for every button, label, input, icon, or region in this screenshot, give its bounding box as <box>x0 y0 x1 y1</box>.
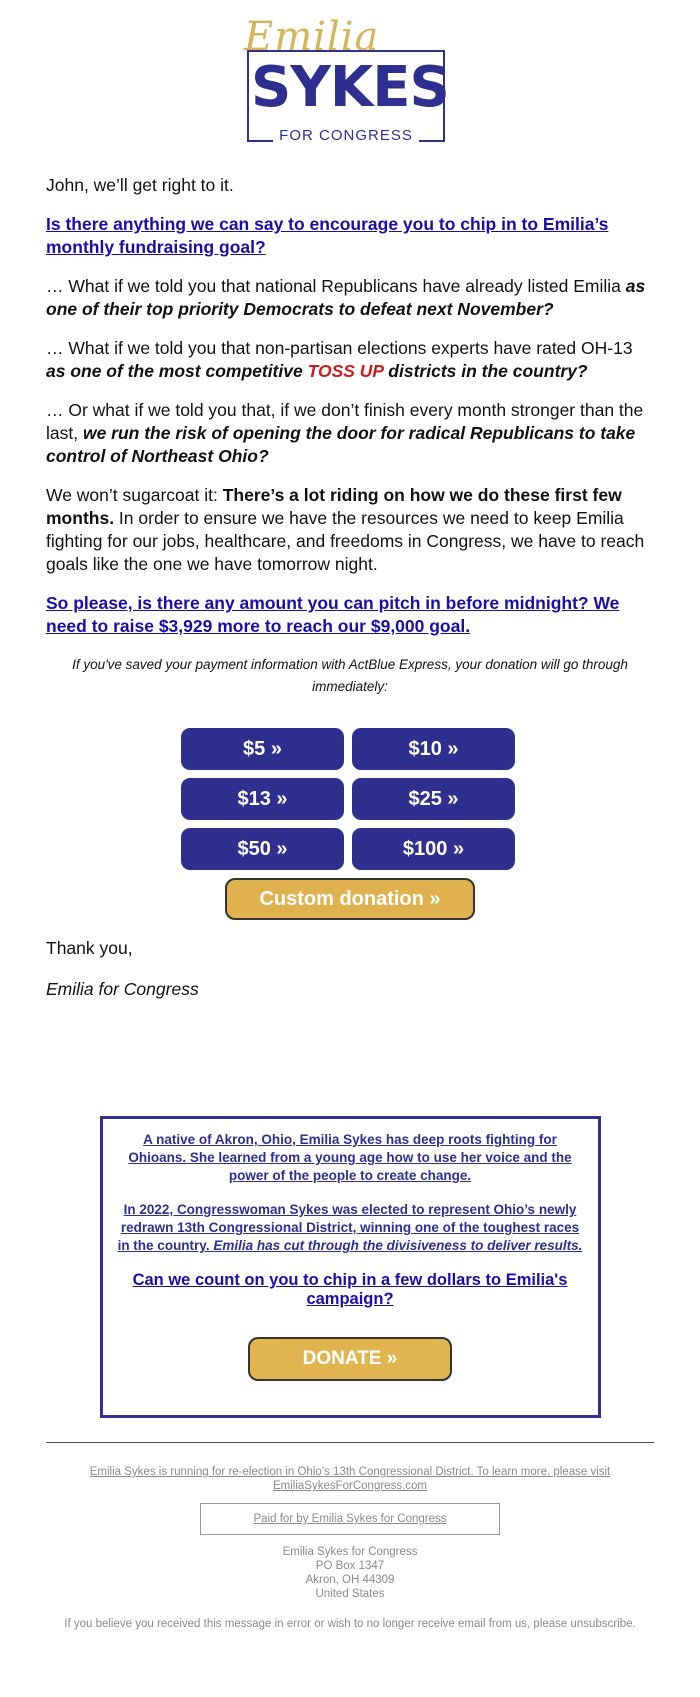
bio-ask-link[interactable]: Can we count on you to chip in a few dollars to Emilia's campaign? <box>132 1271 568 1308</box>
address-line-2: PO Box 1347 <box>315 1560 385 1572</box>
email-body <box>46 0 654 1631</box>
donate-100-button[interactable]: $100 » <box>352 828 515 870</box>
paragraph-sugarcoat-text-b: In order to ensure we have the resources we need to keep Emilia fighting for our jobs, healthcare, and freedoms in Congress, we have to reach goals like the one we have tomorrow night. <box>46 508 645 574</box>
paragraph-sugarcoat <box>46 484 654 576</box>
footer <box>46 1465 654 1631</box>
bio-paragraph-2-text: In 2022, Congresswoman Sykes was elected to represent Ohio’s newly redrawn 13th Congressional District, winning one of the toughest races in the country. <box>117 1202 580 1253</box>
footer-divider <box>46 1442 654 1443</box>
closing-thanks: Thank you, <box>46 938 133 958</box>
address-line-1: Emilia Sykes for Congress <box>282 1546 418 1558</box>
footer-reelection-link[interactable]: Emilia Sykes is running for re-election in Ohio’s 13th Congressional District. To learn more, please visit EmiliaSykesForCongress.com <box>89 1466 611 1492</box>
donation-amount-grid <box>181 728 519 870</box>
donate-5-button[interactable]: $5 » <box>181 728 344 770</box>
logo-subtitle <box>247 127 445 145</box>
paid-for-by-disclaimer[interactable]: Paid for by Emilia Sykes for Congress <box>200 1503 500 1535</box>
signature: Emilia for Congress <box>46 979 199 999</box>
campaign-logo[interactable] <box>46 0 654 160</box>
address-line-3: Akron, OH 44309 <box>305 1574 395 1586</box>
logo-subtitle-text: FOR CONGRESS <box>273 127 419 144</box>
donate-10-button[interactable]: $10 » <box>352 728 515 770</box>
mailing-address <box>46 1545 654 1601</box>
paragraph-toss-up <box>46 337 654 383</box>
toss-up-highlight: TOSS UP <box>307 361 384 381</box>
paragraph-sugarcoat-text-a: We won’t sugarcoat it: <box>46 485 223 505</box>
bio-paragraph-1[interactable]: A native of Akron, Ohio, Emilia Sykes has deep roots fighting for Ohioans. She learned from a young age how to use her voice and the power of the people to create change. <box>128 1132 572 1183</box>
paragraph-republicans-text: … What if we told you that national Republicans have already listed Emilia <box>46 276 626 296</box>
paragraph-toss-up-emphasis-a: as one of the most competitive <box>46 361 308 381</box>
unsubscribe-notice[interactable]: If you believe you received this message in error or wish to no longer receive email from us, please unsubscribe. <box>64 1618 636 1630</box>
paragraph-risk-emphasis: we run the risk of opening the door for radical Republicans to take control of Northeast Ohio? <box>46 423 636 466</box>
cta-link-midnight-goal[interactable]: So please, is there any amount you can pitch in before midnight? We need to raise $3,929 more to reach our $9,000 goal. <box>46 593 620 636</box>
bio-paragraph-2-emphasis: Emilia has cut through the divisiveness to deliver results. <box>213 1238 583 1253</box>
donate-button[interactable]: DONATE » <box>248 1337 452 1381</box>
logo-script-name: Emilia <box>244 14 380 60</box>
donate-25-button[interactable]: $25 » <box>352 778 515 820</box>
paragraph-sugarcoat-bold: There’s a lot riding on how we do these first few months. <box>46 485 622 528</box>
cta-paragraph-1 <box>46 213 654 259</box>
greeting: John, we’ll get right to it. <box>46 175 234 195</box>
bio-box <box>100 1116 601 1418</box>
address-line-4: United States <box>315 1588 385 1600</box>
paragraph-toss-up-text: … What if we told you that non-partisan elections experts have rated OH-13 <box>46 338 633 358</box>
paragraph-risk-text: … Or what if we told you that, if we don’t finish every month stronger than the last, <box>46 400 644 443</box>
paragraph-republicans <box>46 275 654 321</box>
bio-paragraph-2[interactable] <box>115 1201 586 1255</box>
cta-paragraph-2 <box>46 592 654 638</box>
actblue-note: If you've saved your payment information with ActBlue Express, your donation will go through immediately: <box>72 657 628 694</box>
donate-50-button[interactable]: $50 » <box>181 828 344 870</box>
paragraph-risk <box>46 399 654 468</box>
cta-link-chip-in[interactable]: Is there anything we can say to encourage you to chip in to Emilia’s monthly fundraising goal? <box>46 214 609 257</box>
custom-donation-button[interactable]: Custom donation » <box>225 878 475 920</box>
logo-surname: SYKES <box>251 55 449 120</box>
paragraph-toss-up-emphasis-b: districts in the country? <box>383 361 588 381</box>
donate-13-button[interactable]: $13 » <box>181 778 344 820</box>
paragraph-republicans-emphasis: as one of their top priority Democrats to defeat next November? <box>46 276 646 319</box>
